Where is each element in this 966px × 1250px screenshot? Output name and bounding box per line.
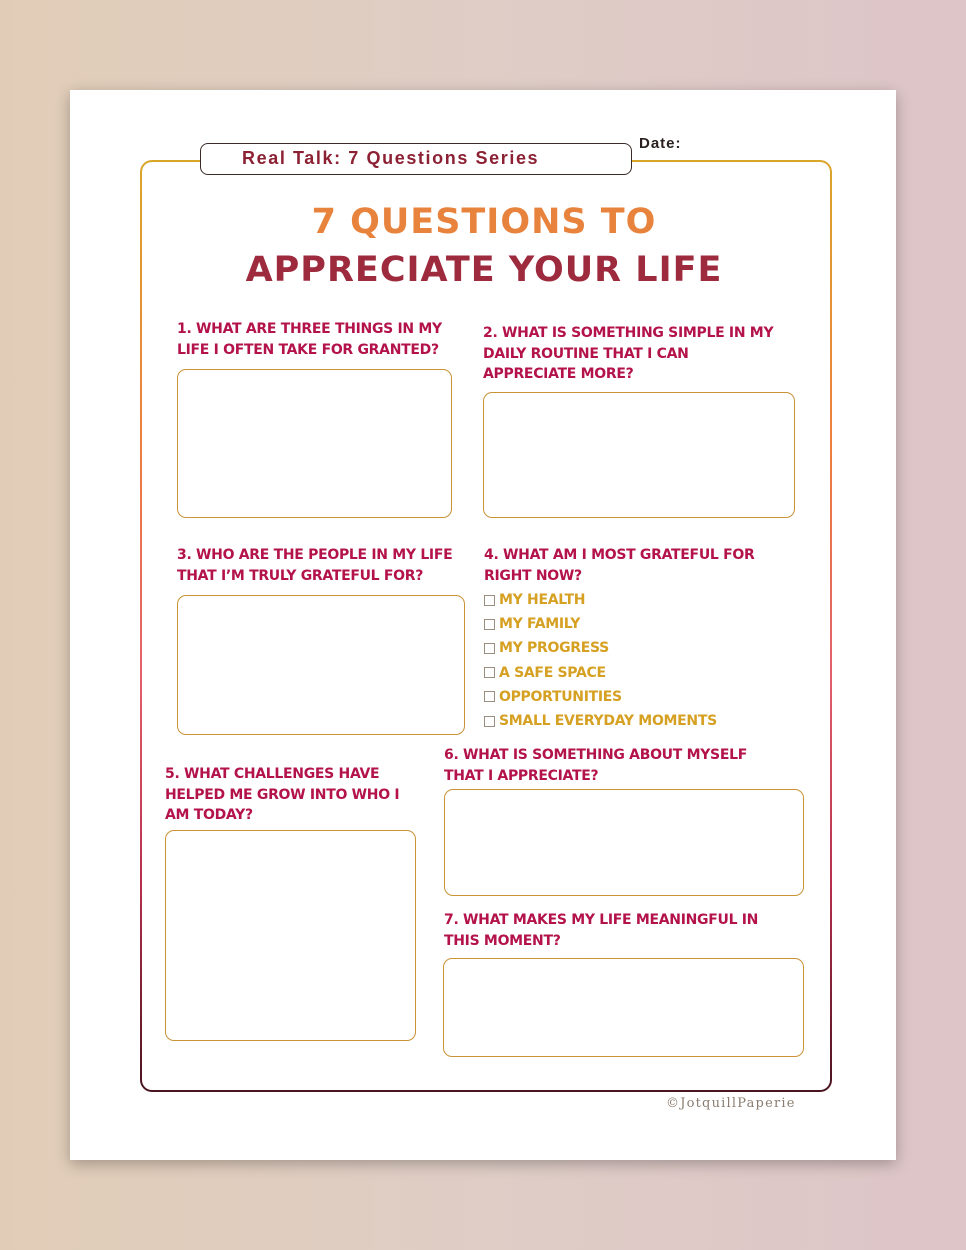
- answer-box-1[interactable]: [177, 369, 452, 518]
- question-6: [444, 745, 747, 786]
- checkbox-icon[interactable]: [484, 643, 495, 654]
- checkbox-icon[interactable]: [484, 619, 495, 630]
- question-5-line: AM TODAY?: [165, 807, 253, 823]
- option-my-family[interactable]: [484, 612, 717, 636]
- option-label: MY FAMILY: [499, 616, 581, 633]
- question-3-line: 3. WHO ARE THE PEOPLE IN MY LIFE: [177, 547, 453, 563]
- question-2-line: DAILY ROUTINE THAT I CAN: [483, 345, 689, 362]
- answer-box-6[interactable]: [444, 789, 804, 896]
- option-my-health[interactable]: [484, 588, 717, 612]
- question-4-line: RIGHT NOW?: [484, 567, 582, 584]
- checkbox-icon[interactable]: [484, 667, 495, 678]
- question-3-line: THAT I’M TRULY GRATEFUL FOR?: [177, 567, 424, 584]
- question-1-line: LIFE I OFTEN TAKE FOR GRANTED?: [177, 341, 439, 358]
- question-3: [177, 545, 452, 586]
- question-7-line: 7. WHAT MAKES MY LIFE MEANINGFUL IN: [444, 912, 759, 928]
- worksheet-page: [70, 90, 896, 1160]
- grateful-options-list: [484, 588, 717, 733]
- question-5-line: HELPED ME GROW INTO WHO I: [165, 786, 400, 803]
- question-5-line: 5. WHAT CHALLENGES HAVE: [165, 766, 380, 782]
- question-6-line: 6. WHAT IS SOMETHING ABOUT MYSELF: [444, 747, 747, 763]
- checkbox-icon[interactable]: [484, 595, 495, 606]
- answer-box-3[interactable]: [177, 595, 465, 735]
- question-4: [484, 545, 754, 586]
- option-label: SMALL EVERYDAY MOMENTS: [499, 713, 717, 730]
- title-line-2: APPRECIATE YOUR LIFE: [245, 250, 723, 290]
- question-6-line: THAT I APPRECIATE?: [444, 767, 599, 784]
- question-2-line: APPRECIATE MORE?: [483, 366, 634, 382]
- option-safe-space[interactable]: [484, 661, 717, 685]
- option-label: A SAFE SPACE: [499, 664, 606, 681]
- series-label: Real Talk: 7 Questions Series: [200, 143, 632, 175]
- option-small-moments[interactable]: [484, 709, 717, 733]
- option-opportunities[interactable]: [484, 685, 717, 709]
- option-label: MY PROGRESS: [499, 640, 609, 657]
- answer-box-5[interactable]: [165, 830, 416, 1041]
- question-1: [177, 319, 442, 360]
- question-1-line: 1. WHAT ARE THREE THINGS IN MY: [177, 321, 442, 337]
- date-label: Date:: [639, 135, 682, 152]
- question-5: [165, 764, 399, 826]
- checkbox-icon[interactable]: [484, 716, 495, 727]
- question-7-line: THIS MOMENT?: [444, 932, 561, 949]
- question-2-line: 2. WHAT IS SOMETHING SIMPLE IN MY: [483, 325, 774, 341]
- answer-box-2[interactable]: [483, 392, 795, 518]
- checkbox-icon[interactable]: [484, 691, 495, 702]
- question-7: [444, 910, 758, 951]
- copyright-text: ©JotquillPaperie: [666, 1096, 796, 1111]
- question-2: [483, 323, 773, 385]
- option-my-progress[interactable]: [484, 636, 717, 660]
- title-line-1: 7 QUESTIONS TO: [311, 202, 657, 242]
- option-label: MY HEALTH: [499, 592, 586, 609]
- answer-box-7[interactable]: [443, 958, 804, 1057]
- option-label: OPPORTUNITIES: [499, 688, 622, 705]
- question-4-line: 4. WHAT AM I MOST GRATEFUL FOR: [484, 547, 755, 563]
